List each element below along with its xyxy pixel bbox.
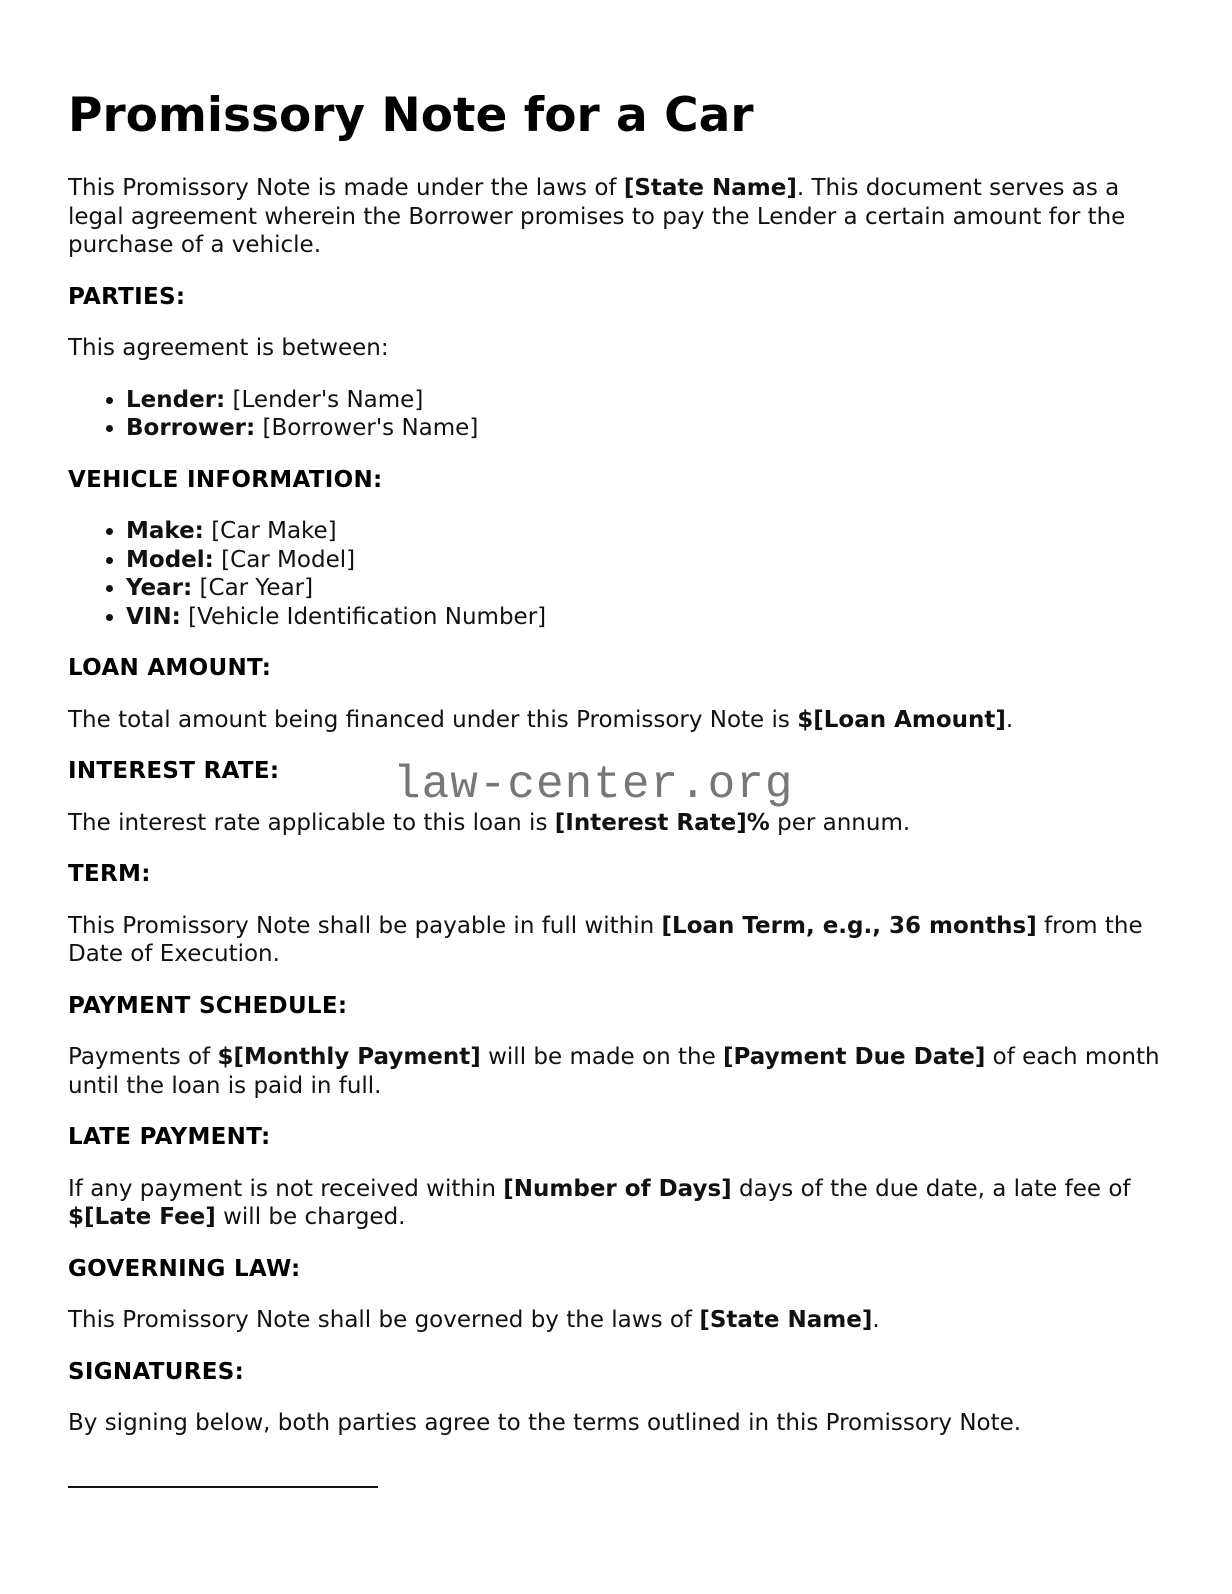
term-heading: TERM: — [68, 861, 151, 887]
vehicle-heading: VEHICLE INFORMATION: — [68, 466, 383, 493]
interest-rate-heading: INTEREST RATE: — [68, 758, 280, 784]
parties-list — [68, 386, 1168, 443]
late-payment-heading: LATE PAYMENT: — [68, 1124, 271, 1150]
list-item: • Make: [Car Make] — [126, 517, 1168, 546]
governing-law-heading: GOVERNING LAW: — [68, 1255, 301, 1282]
late-payment-text: If any payment is not received within [Number of Days] days of the due date, a late fee of $[Late Fee] will be charged. — [68, 1175, 1131, 1230]
parties-heading: PARTIES: — [68, 283, 186, 310]
list-item: • VIN: [Vehicle Identification Number] — [126, 603, 1168, 632]
intro-paragraph: This Promissory Note is made under the laws of [State Name]. This document serves as a legal agreement wherein the Borrower promises to pay the Lender a certain amount for the purchase of a vehicle. — [68, 175, 1126, 258]
payment-schedule-heading: PAYMENT SCHEDULE: — [68, 992, 348, 1019]
document-title: Promissory Note for a Car — [68, 88, 754, 143]
parties-text: This agreement is between: — [68, 335, 389, 361]
list-item: • Lender: [Lender's Name] — [126, 386, 1168, 415]
list-item: • Year: [Car Year] — [126, 574, 1168, 603]
signature-line — [68, 1486, 378, 1488]
watermark: law-center.org — [393, 759, 794, 811]
term-text: This Promissory Note shall be payable in full within [Loan Term, e.g., 36 months] from the Date of Execution. — [68, 912, 1143, 967]
payment-schedule-text: Payments of $[Monthly Payment] will be made on the [Payment Due Date] of each month until the loan is paid in full. — [68, 1044, 1160, 1099]
signatures-text: By signing below, both parties agree to the terms outlined in this Promissory Note. — [68, 1410, 1022, 1436]
interest-rate-text: The interest rate applicable to this loan is [Interest Rate]% per annum. — [68, 809, 911, 836]
loan-amount-text: The total amount being financed under this Promissory Note is $[Loan Amount]. — [68, 706, 1014, 733]
loan-amount-heading: LOAN AMOUNT: — [68, 655, 272, 681]
list-item: • Borrower: [Borrower's Name] — [126, 414, 1168, 443]
vehicle-list — [68, 517, 1168, 631]
governing-law-text: This Promissory Note shall be governed by the laws of [State Name]. — [68, 1307, 880, 1333]
signatures-heading: SIGNATURES: — [68, 1358, 245, 1385]
list-item: • Model: [Car Model] — [126, 546, 1168, 575]
